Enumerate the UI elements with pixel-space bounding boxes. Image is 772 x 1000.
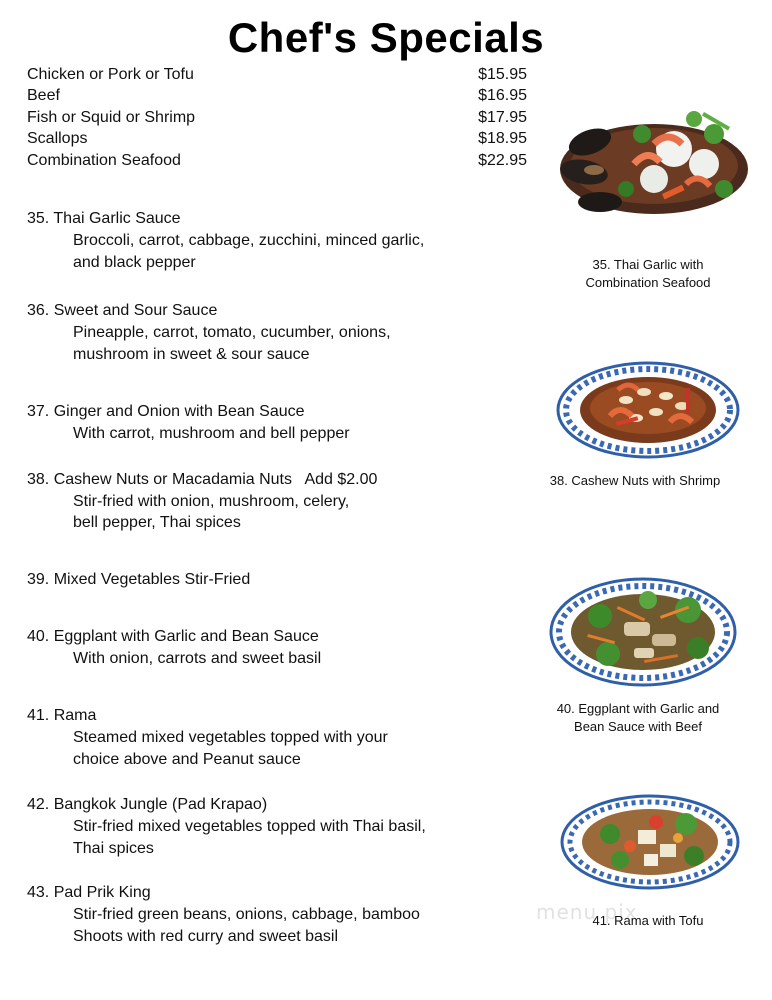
menu-item-description: and black pepper [73,254,196,271]
menu-item-title: 35. Thai Garlic Sauce [27,210,181,227]
price-row [27,109,527,130]
price-row-name: Combination Seafood [27,152,181,169]
price-row-value: $16.95 [478,87,527,104]
photo-caption-line: 40. Eggplant with Garlic and [556,701,720,716]
photo-caption [532,472,738,490]
price-row [27,152,527,173]
menu-item-description: Shoots with red curry and sweet basil [73,928,339,945]
menu-item-description: Steamed mixed vegetables topped with your [73,729,388,746]
price-row [27,66,527,87]
menu-item-description: Thai spices [73,840,154,857]
menu-item-title: 38. Cashew Nuts or Macadamia Nuts Add $2.00 [27,471,378,488]
photo-caption [562,256,734,292]
cashew-shrimp-photo [556,360,740,460]
rama-tofu-photo [560,794,740,890]
photo-caption-line: 41. Rama with Tofu [592,913,704,928]
photo-caption-line: Combination Seafood [585,275,711,290]
menu-item-title: 40. Eggplant with Garlic and Bean Sauce [27,628,319,645]
menu-item-title: 43. Pad Prik King [27,884,151,901]
menu-item-description: Stir-fried mixed vegetables topped with Thai basil, [73,818,426,835]
price-row-name: Scallops [27,130,88,147]
price-row-value: $22.95 [478,152,527,169]
price-row [27,87,527,108]
menu-item-description: With carrot, mushroom and bell pepper [73,425,350,442]
price-row-name: Fish or Squid or Shrimp [27,109,196,126]
price-row-value: $15.95 [478,66,527,83]
menu-item-title: 42. Bangkok Jungle (Pad Krapao) [27,796,268,813]
menu-item-description: With onion, carrots and sweet basil [73,650,322,667]
page-title: Chef's Specials [227,14,545,61]
price-row-name: Beef [27,87,60,104]
thai-garlic-seafood-photo [554,94,750,224]
menu-item-description: Stir-fried green beans, onions, cabbage, bamboo [73,906,420,923]
menu-item-description: bell pepper, Thai spices [73,514,241,531]
menu-item-description: Pineapple, carrot, tomato, cucumber, onions, [73,324,391,341]
menu-item-description: Broccoli, carrot, cabbage, zucchini, minced garlic, [73,232,425,249]
photo-caption-line: Bean Sauce with Beef [574,719,702,734]
photo-caption-line: 35. Thai Garlic with [592,257,704,272]
menu-item-description: choice above and Peanut sauce [73,751,301,768]
photo-caption-line: 38. Cashew Nuts with Shrimp [549,473,721,488]
menu-item-title: 41. Rama [27,707,97,724]
photo-caption [532,700,744,736]
eggplant-beef-photo [548,576,738,688]
menu-item-description: mushroom in sweet & sour sauce [73,346,310,363]
price-row-value: $17.95 [478,109,527,126]
watermark-text: menu pix [536,900,638,924]
price-row-value: $18.95 [478,130,527,147]
price-row-name: Chicken or Pork or Tofu [27,66,194,83]
menu-item-title: 39. Mixed Vegetables Stir-Fried [27,571,251,588]
menu-item-title: 36. Sweet and Sour Sauce [27,302,218,319]
menu-item-description: Stir-fried with onion, mushroom, celery, [73,493,350,510]
price-row [27,130,527,151]
photo-caption [560,912,736,930]
menu-item-title: 37. Ginger and Onion with Bean Sauce [27,403,305,420]
